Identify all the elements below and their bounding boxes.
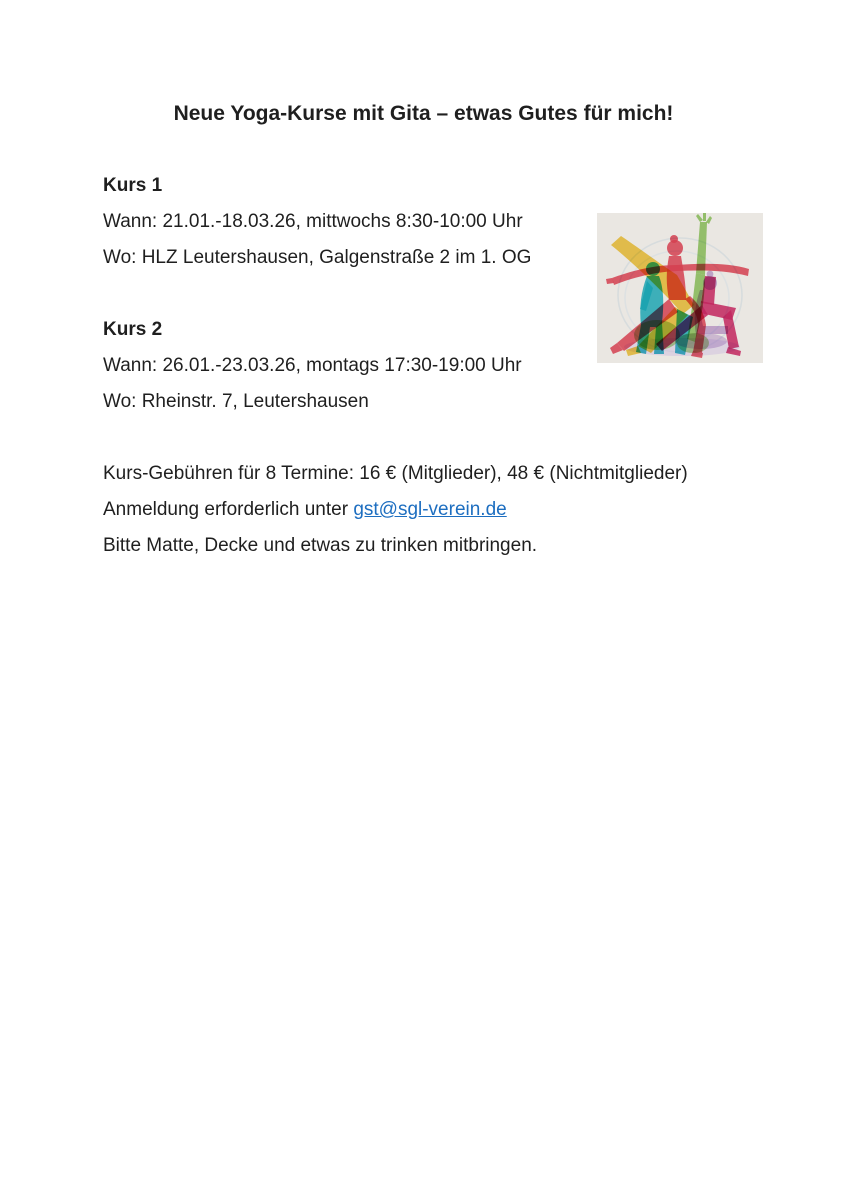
course2-when-line: Wann: 26.01.-23.03.26, montags 17:30-19:00 Uhr [103,355,522,376]
fees-line: Kurs-Gebühren für 8 Termine: 16 € (Mitglieder), 48 € (Nichtmitglieder) [103,463,688,484]
page-title: Neue Yoga-Kurse mit Gita – etwas Gutes für mich! [173,102,674,125]
course2-heading: Kurs 2 [103,319,163,340]
course1-when-line: Wann: 21.01.-18.03.26, mittwochs 8:30-10:00 Uhr [103,211,523,232]
course2-where-line: Wo: Rheinstr. 7, Leutershausen [103,391,369,412]
blank-line [0,420,847,456]
yoga-illustration [597,213,763,363]
bring-along-line: Bitte Matte, Decke und etwas zu trinken mitbringen. [103,535,538,556]
course1-heading: Kurs 1 [103,175,163,196]
course1-where-line: Wo: HLZ Leutershausen, Galgenstraße 2 im 1. OG [103,247,532,268]
yoga-figures-illustration [597,213,763,363]
email-link[interactable]: gst@sgl-verein.de [353,499,507,520]
registration-line [0,492,847,528]
blank-line [0,132,847,168]
registration-text: Anmeldung erforderlich unter [103,499,354,520]
